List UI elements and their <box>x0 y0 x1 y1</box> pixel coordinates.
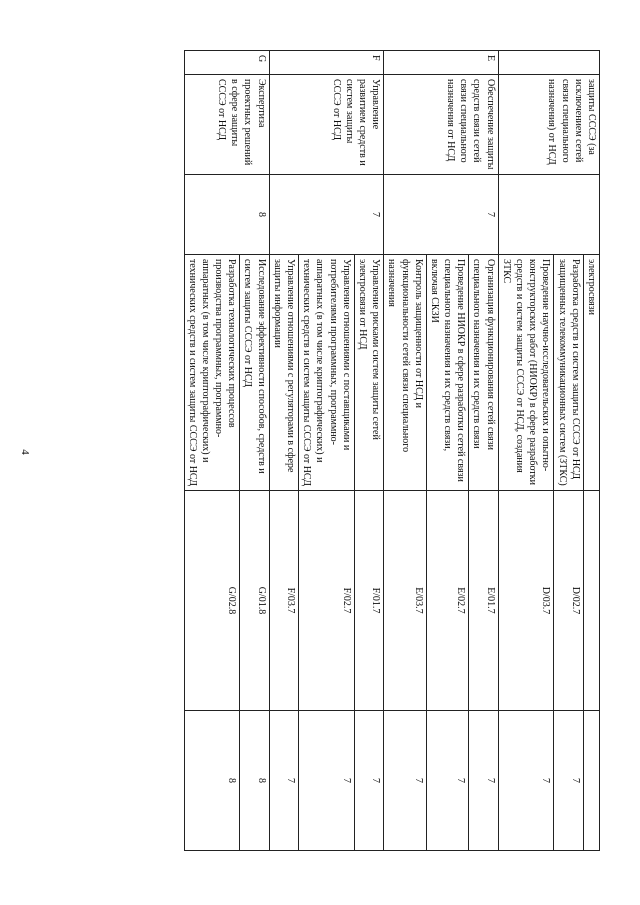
function-code: G/02.8 <box>184 491 240 711</box>
function-code: F/03.7 <box>269 491 298 711</box>
function-level: 7 <box>299 711 355 851</box>
function-code: E/01.7 <box>469 491 498 711</box>
function-level: 7 <box>426 711 469 851</box>
function-name: Разработка технологических процессов производства программных, программно-аппаратных (в том числе криптографических) и технических средств и систем защиты СССЭ от НСД <box>184 255 240 491</box>
function-level: 7 <box>554 711 583 851</box>
function-group-name: Экспертиза проектных решений в сфере защиты СССЭ от НСД <box>184 75 269 175</box>
function-name: Контроль защищенности от НСД и функциональности сетей связи специального назначения <box>384 255 427 491</box>
function-name: Организация функционирования сетей связи специального назначения и их средств связи <box>469 255 498 491</box>
table-row <box>583 51 599 851</box>
function-level: 7 <box>384 711 427 851</box>
function-name: Управление отношениями с поставщиками и потребителями программных, программно-аппаратных (в том числе криптографических) и технических средств и систем защиты СССЭ от НСД <box>299 255 355 491</box>
function-group-letter: F <box>269 51 384 75</box>
table-row <box>469 51 498 851</box>
function-name: Разработка средств и систем защиты СССЭ от НСД защищенных телекоммуникационных систем (ЗТКС) <box>554 255 583 491</box>
function-level: 7 <box>354 711 383 851</box>
function-group-letter: E <box>384 51 499 75</box>
function-name: Управление отношениями с регуляторами в сфере защиты информации <box>269 255 298 491</box>
function-code: F/02.7 <box>299 491 355 711</box>
rotated-table-container <box>50 50 600 850</box>
function-group-name: Управление развитием средств и систем защиты СССЭ от НСД <box>269 75 384 175</box>
function-level: 8 <box>240 711 269 851</box>
table-row <box>354 51 383 851</box>
function-group-letter: G <box>184 51 269 75</box>
function-code: D/02.7 <box>554 491 583 711</box>
function-code: E/02.7 <box>426 491 469 711</box>
function-code: D/03.7 <box>498 491 554 711</box>
function-name: Проведение научно-исследовательских и опытно-конструкторских работ (НИОКР) в сфере разработки средств и систем защиты СССЭ от НСД, создания ЗТКС <box>498 255 554 491</box>
table-row <box>240 51 269 851</box>
function-group-name: Обеспечение защиты средств связи сетей связи специального назначения от НСД <box>384 75 499 175</box>
function-code: F/01.7 <box>354 491 383 711</box>
function-name: Управление рисками систем защиты сетей электросвязи от НСД <box>354 255 383 491</box>
function-group-level: 7 <box>384 175 499 255</box>
page-number: 4 <box>18 449 31 455</box>
function-code: E/03.7 <box>384 491 427 711</box>
function-level: 7 <box>498 711 554 851</box>
function-name: Проведение НИОКР в сфере разработки сетей связи специального назначения и их средств связи, включая СКЗИ <box>426 255 469 491</box>
function-group-level <box>498 175 599 255</box>
function-code: G/01.8 <box>240 491 269 711</box>
function-name: электросвязи <box>583 255 599 491</box>
function-group-level: 7 <box>269 175 384 255</box>
function-code <box>583 491 599 711</box>
function-group-level: 8 <box>184 175 269 255</box>
function-name: Исследование эффективности способов, средств и систем защиты СССЭ от НСД <box>240 255 269 491</box>
function-level: 8 <box>184 711 240 851</box>
function-group-name: защиты СССЭ (за исключением сетей связи специального назначения) от НСД <box>498 75 599 175</box>
function-level: 7 <box>269 711 298 851</box>
function-level: 7 <box>469 711 498 851</box>
functions-table <box>184 50 600 851</box>
function-group-letter <box>498 51 599 75</box>
function-level <box>583 711 599 851</box>
